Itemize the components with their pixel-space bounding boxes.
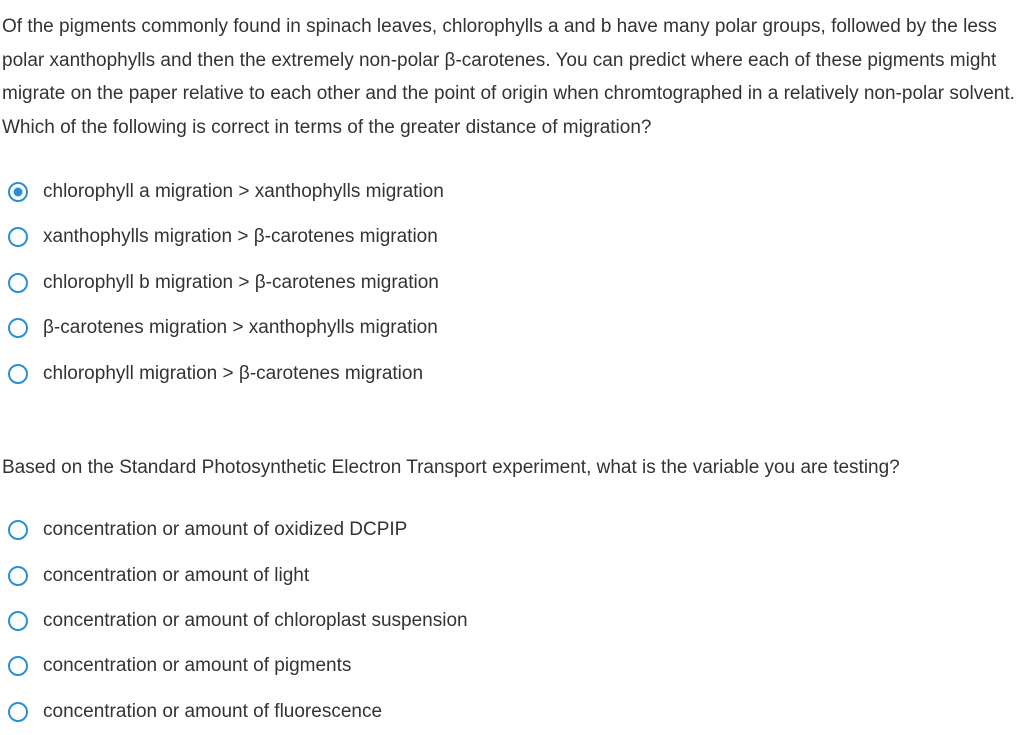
q1-option-5[interactable] [2, 351, 1022, 396]
q2-option-3-label: concentration or amount of chloroplast suspension [43, 610, 468, 632]
radio-button[interactable] [8, 656, 28, 676]
q2-option-5[interactable] [2, 689, 1022, 734]
q2-option-2-label: concentration or amount of light [43, 564, 310, 586]
q1-option-2[interactable] [2, 215, 1022, 260]
question-1-options [2, 169, 1022, 396]
q2-option-5-label: concentration or amount of fluorescence [43, 700, 383, 722]
question-2 [2, 451, 1022, 735]
q2-option-1[interactable] [2, 508, 1022, 553]
q1-option-2-label: xanthophylls migration > β-carotenes migration [43, 226, 438, 248]
q1-option-4-label: β-carotenes migration > xanthophylls migration [43, 317, 438, 339]
radio-button[interactable] [8, 702, 28, 722]
q2-option-4-label: concentration or amount of pigments [43, 655, 352, 677]
q2-option-1-label: concentration or amount of oxidized DCPIP [43, 519, 408, 541]
question-2-options [2, 508, 1022, 735]
q2-option-3[interactable] [2, 598, 1022, 643]
radio-button[interactable] [8, 520, 28, 540]
q1-option-1-label: chlorophyll a migration > xanthophylls migration [43, 181, 444, 203]
q1-option-1[interactable] [2, 169, 1022, 214]
radio-button[interactable] [8, 318, 28, 338]
radio-button[interactable] [8, 182, 28, 202]
question-1-text: Of the pigments commonly found in spinach leaves, chlorophylls a and b have many polar groups, followed by the less polar xanthophylls and then the extremely non-polar β-carotenes. You can predict where each of these pigments might migrate on the paper relative to each other and the point of origin when chromtographed in a relatively non-polar solvent. Which of the following is correct in terms of the greater distance of migration? [2, 16, 1015, 138]
radio-button[interactable] [8, 227, 28, 247]
radio-button[interactable] [8, 566, 28, 586]
question-2-text: Based on the Standard Photosynthetic Electron Transport experiment, what is the variable you are testing? [2, 457, 900, 478]
q1-option-4[interactable] [2, 306, 1022, 351]
question-1 [2, 10, 1022, 396]
q2-option-2[interactable] [2, 553, 1022, 598]
radio-button[interactable] [8, 611, 28, 631]
radio-button[interactable] [8, 273, 28, 293]
radio-button[interactable] [8, 364, 28, 384]
q1-option-5-label: chlorophyll migration > β-carotenes migration [43, 362, 424, 384]
q2-option-4[interactable] [2, 644, 1022, 689]
q1-option-3-label: chlorophyll b migration > β-carotenes migration [43, 271, 439, 293]
q1-option-3[interactable] [2, 260, 1022, 305]
